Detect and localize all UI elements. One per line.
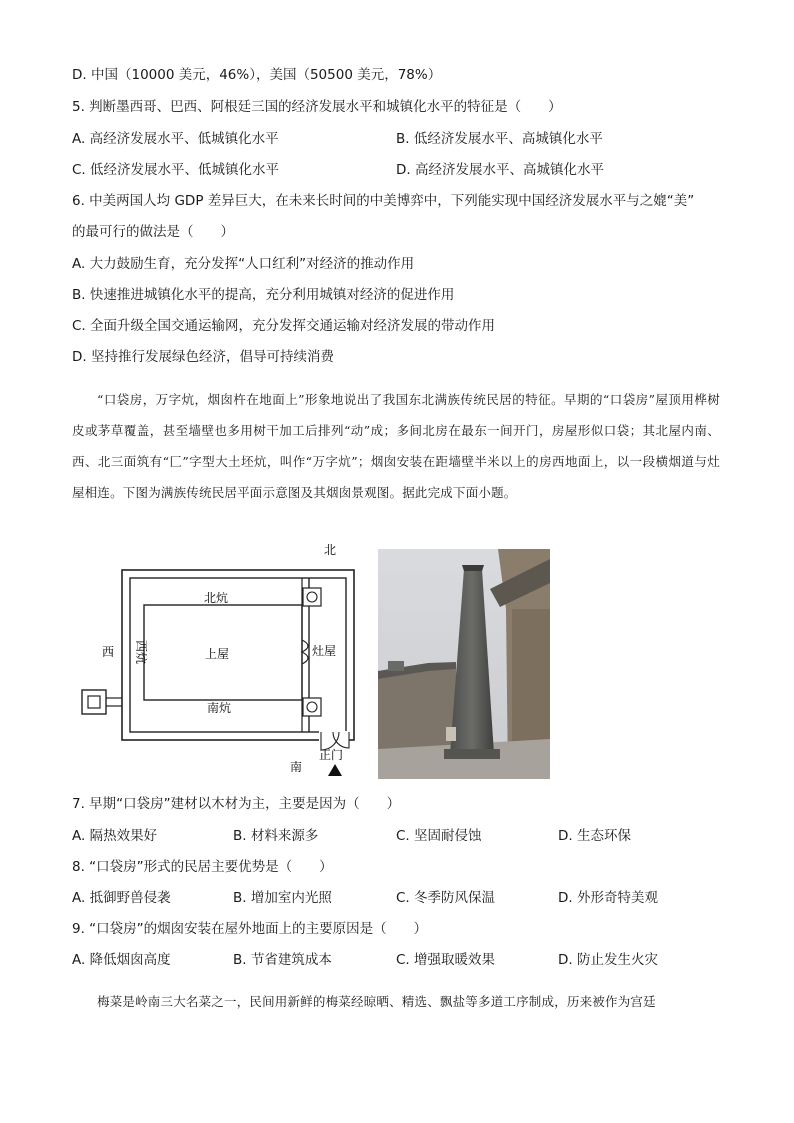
passage-text-2: 梅菜是岭南三大名菜之一，民间用新鲜的梅菜经晾晒、精选、飘盐等多道工序制成，历来被作为宫廷 <box>97 994 656 1009</box>
q6-stem-line2: 的最可行的做法是（ ） <box>72 224 234 240</box>
chimney-top <box>462 565 484 571</box>
label-main-room: 上屋 <box>204 647 230 661</box>
left-wall <box>378 667 456 754</box>
entrance-arrow-icon <box>328 764 342 776</box>
q6-option-b: B. 快速推进城镇化水平的提高，充分利用城镇对经济的促进作用 <box>72 287 455 303</box>
q7-stem: 7. 早期“口袋房”建材以木材为主，主要是因为（ ） <box>72 796 401 812</box>
q8-option-b: B. 增加室内光照 <box>233 890 332 906</box>
chimney-photo <box>378 549 550 779</box>
label-west: 西 <box>101 645 115 659</box>
q6-option-a: A. 大力鼓励生育，充分发挥“人口红利”对经济的推动作用 <box>72 256 415 272</box>
label-south: 南 <box>289 760 303 774</box>
q8-option-a: A. 抵御野兽侵袭 <box>72 890 171 906</box>
q8-stem: 8. “口袋房”形式的民居主要优势是（ ） <box>72 859 333 875</box>
label-north-kang: 北炕 <box>203 591 229 605</box>
q8-option-d: D. 外形奇特美观 <box>558 890 658 906</box>
q8-option-c: C. 冬季防风保温 <box>396 890 496 906</box>
q9-option-b: B. 节省建筑成本 <box>233 952 332 968</box>
q6-stem-line1: 6. 中美两国人均 GDP 差异巨大，在未来长时间的中美博弈中，下列能实现中国经济发展水平与之媲“美” <box>72 193 695 209</box>
stove-north <box>303 588 321 606</box>
chimney-base <box>444 749 500 759</box>
q5-option-c: C. 低经济发展水平、低城镇化水平 <box>72 162 280 178</box>
q6-option-c: C. 全面升级全国交通运输网，充分发挥交通运输对经济发展的带动作用 <box>72 318 496 334</box>
q7-option-c: C. 坚固耐侵蚀 <box>396 828 482 844</box>
q5-stem: 5. 判断墨西哥、巴西、阿根廷三国的经济发展水平和城镇化水平的特征是（ ） <box>72 99 562 115</box>
wall-pavilion <box>388 661 404 671</box>
chimney <box>82 690 106 714</box>
q9-option-d: D. 防止发生火灾 <box>558 952 658 968</box>
passage-meicai <box>72 986 720 1018</box>
label-kitchen: 灶屋 <box>311 644 337 658</box>
passage-text: “口袋房，万字炕，烟囱杵在地面上”形象地说出了我国东北满族传统民居的特征。早期的“口袋房”屋顶用桦树皮或茅草覆盖，甚至墙壁也多用树干加工后排列“动”成；多间北房在最东一间开门，房屋形似口袋；其北屋内南、西、北三面筑有“匚”字型大土坯炕，叫作“万字炕”；烟囱安装在距墙壁半米以上的房西地面上，以一段横烟道与灶屋相连。下图为满族传统民居平面示意图及其烟囱景观图。据此完成下面小题。 <box>72 392 720 500</box>
q6-option-d: D. 坚持推行发展绿色经济，倡导可持续消费 <box>72 349 334 365</box>
q9-option-a: A. 降低烟囱高度 <box>72 952 171 968</box>
label-north: 北 <box>323 543 337 557</box>
q5-option-a: A. 高经济发展水平、低城镇化水平 <box>72 131 279 147</box>
floor-plan-diagram <box>74 540 364 785</box>
right-building-wall <box>512 609 550 759</box>
stove-south <box>303 698 321 716</box>
q7-option-a: A. 隔热效果好 <box>72 828 158 844</box>
q7-option-d: D. 生态环保 <box>558 828 631 844</box>
q5-option-d: D. 高经济发展水平、高城镇化水平 <box>396 162 604 178</box>
label-main-door: 正门 <box>318 748 344 762</box>
label-west-kang: 西炕 <box>134 639 148 665</box>
q4-option-d: D. 中国（10000 美元，46%），美国（50500 美元，78%） <box>72 67 442 83</box>
q5-option-b: B. 低经济发展水平、高城镇化水平 <box>396 131 603 147</box>
label-south-kang: 南炕 <box>206 701 232 715</box>
plaque <box>446 727 456 741</box>
q7-option-b: B. 材料来源多 <box>233 828 319 844</box>
q9-stem: 9. “口袋房”的烟囱安装在屋外地面上的主要原因是（ ） <box>72 921 428 937</box>
q9-option-c: C. 增强取暖效果 <box>396 952 496 968</box>
passage-kouda-house <box>72 384 720 508</box>
inner-door-icon <box>302 640 308 664</box>
